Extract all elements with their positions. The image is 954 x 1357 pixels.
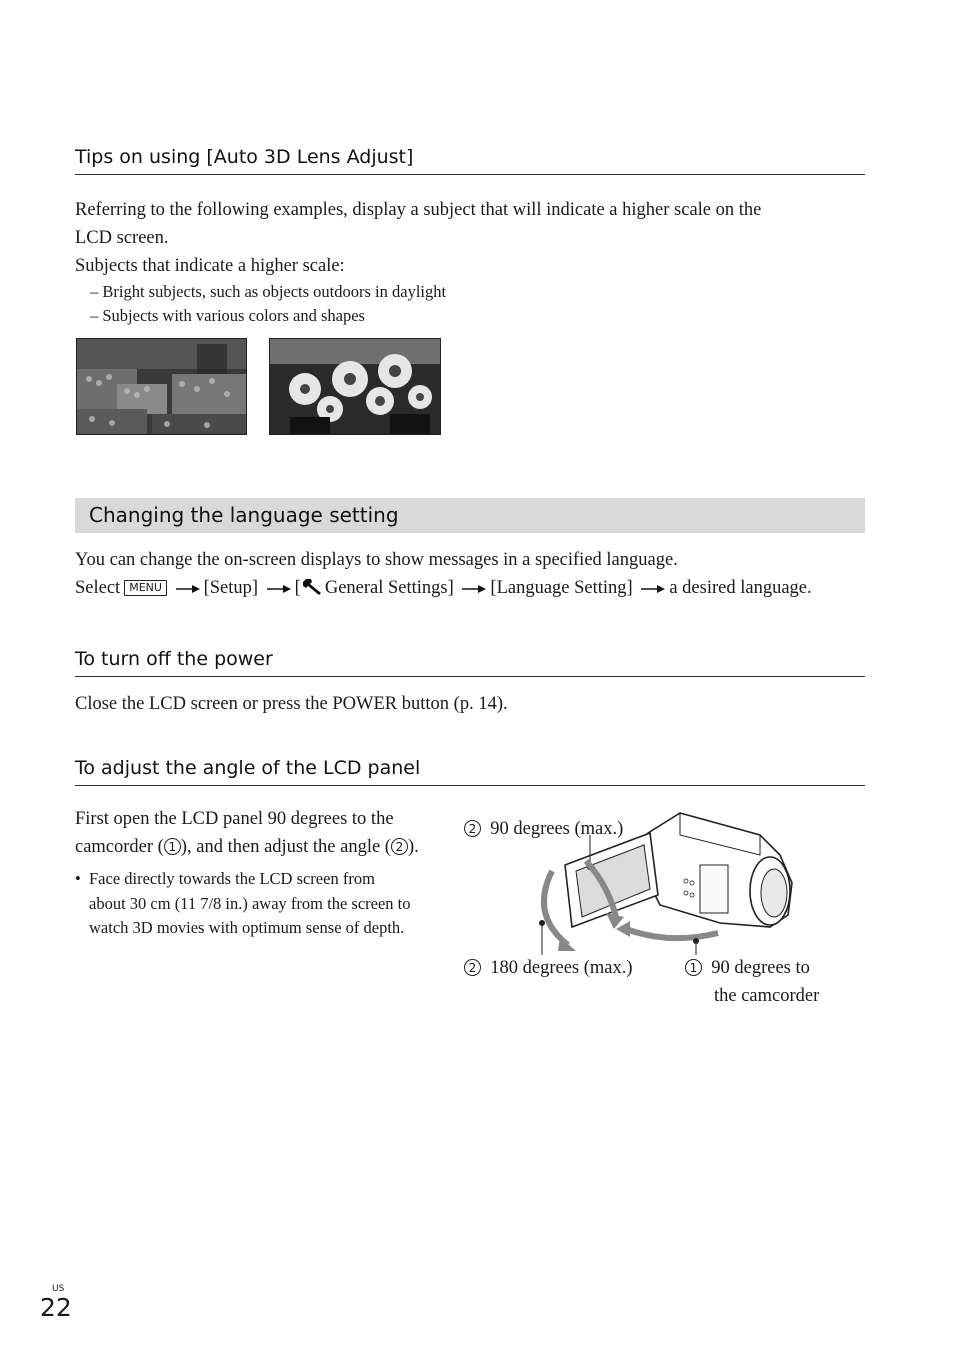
callout-90-cam-line1: 90 degrees to bbox=[711, 958, 810, 978]
arrow-right-icon bbox=[176, 584, 200, 594]
callout-90-camcorder bbox=[685, 954, 810, 982]
wrench-icon bbox=[303, 577, 323, 595]
bullet-bright-subjects: – Bright subjects, such as objects outdoors in daylight bbox=[90, 282, 447, 301]
menu-button-icon: MENU bbox=[124, 580, 167, 596]
bullet-line-2: about 30 cm (11 7/8 in.) away from the screen to bbox=[89, 894, 411, 913]
tips-paragraph-line2: LCD screen. bbox=[75, 228, 169, 248]
angle-text-a: camcorder ( bbox=[75, 837, 164, 857]
section-band-language bbox=[75, 498, 865, 533]
heading-adjust-angle: To adjust the angle of the LCD panel bbox=[75, 757, 421, 779]
bracket-open: [ bbox=[294, 578, 301, 598]
page-number: 22 bbox=[40, 1293, 72, 1322]
arrow-right-icon bbox=[462, 584, 486, 594]
heading-language: Changing the language setting bbox=[89, 503, 399, 527]
heading-rule bbox=[75, 785, 865, 786]
heading-rule bbox=[75, 676, 865, 677]
heading-rule bbox=[75, 174, 865, 175]
menu-general-settings: General Settings] bbox=[324, 578, 454, 598]
circled-number-2: 2 bbox=[464, 820, 481, 837]
region-code: US bbox=[52, 1284, 65, 1294]
bullet-mark: • bbox=[75, 869, 81, 888]
camcorder-illustration bbox=[530, 805, 800, 955]
angle-para-line2 bbox=[75, 833, 419, 861]
heading-turn-off-power: To turn off the power bbox=[75, 648, 273, 670]
circled-number-2: 2 bbox=[464, 959, 481, 976]
bullet-line-1: Face directly towards the LCD screen from bbox=[89, 869, 375, 888]
circled-number-1: 1 bbox=[685, 959, 702, 976]
language-instruction bbox=[75, 574, 812, 602]
callout-90-max-text: 90 degrees (max.) bbox=[490, 819, 624, 839]
photo-flowers bbox=[269, 338, 441, 435]
callout-180-max-text: 180 degrees (max.) bbox=[490, 958, 633, 978]
subjects-intro: Subjects that indicate a higher scale: bbox=[75, 256, 345, 276]
select-word: Select bbox=[75, 578, 121, 598]
menu-language-setting: [Language Setting] bbox=[490, 578, 633, 598]
callout-90-cam-line2: the camcorder bbox=[714, 986, 820, 1006]
angle-para-line1: First open the LCD panel 90 degrees to the bbox=[75, 809, 394, 829]
desired-language: a desired language. bbox=[669, 578, 812, 598]
tips-paragraph-line1: Referring to the following examples, display a subject that will indicate a higher scale on the bbox=[75, 200, 762, 220]
bullet-line-3: watch 3D movies with optimum sense of depth. bbox=[89, 918, 405, 937]
angle-text-b: ), and then adjust the angle ( bbox=[180, 837, 391, 857]
callout-180-max bbox=[464, 954, 633, 982]
circled-number-1: 1 bbox=[164, 838, 181, 855]
heading-tips-auto-3d: Tips on using [Auto 3D Lens Adjust] bbox=[75, 146, 414, 168]
circled-number-2: 2 bbox=[391, 838, 408, 855]
arrow-right-icon bbox=[641, 584, 665, 594]
menu-setup: [Setup] bbox=[203, 578, 259, 598]
arrow-right-icon bbox=[267, 584, 291, 594]
power-paragraph: Close the LCD screen or press the POWER button (p. 14). bbox=[75, 694, 508, 714]
bullet-various-colors: – Subjects with various colors and shapes bbox=[90, 306, 365, 325]
photo-market-produce bbox=[76, 338, 247, 435]
angle-text-c: ). bbox=[407, 837, 419, 857]
language-paragraph: You can change the on-screen displays to show messages in a specified language. bbox=[75, 550, 678, 570]
